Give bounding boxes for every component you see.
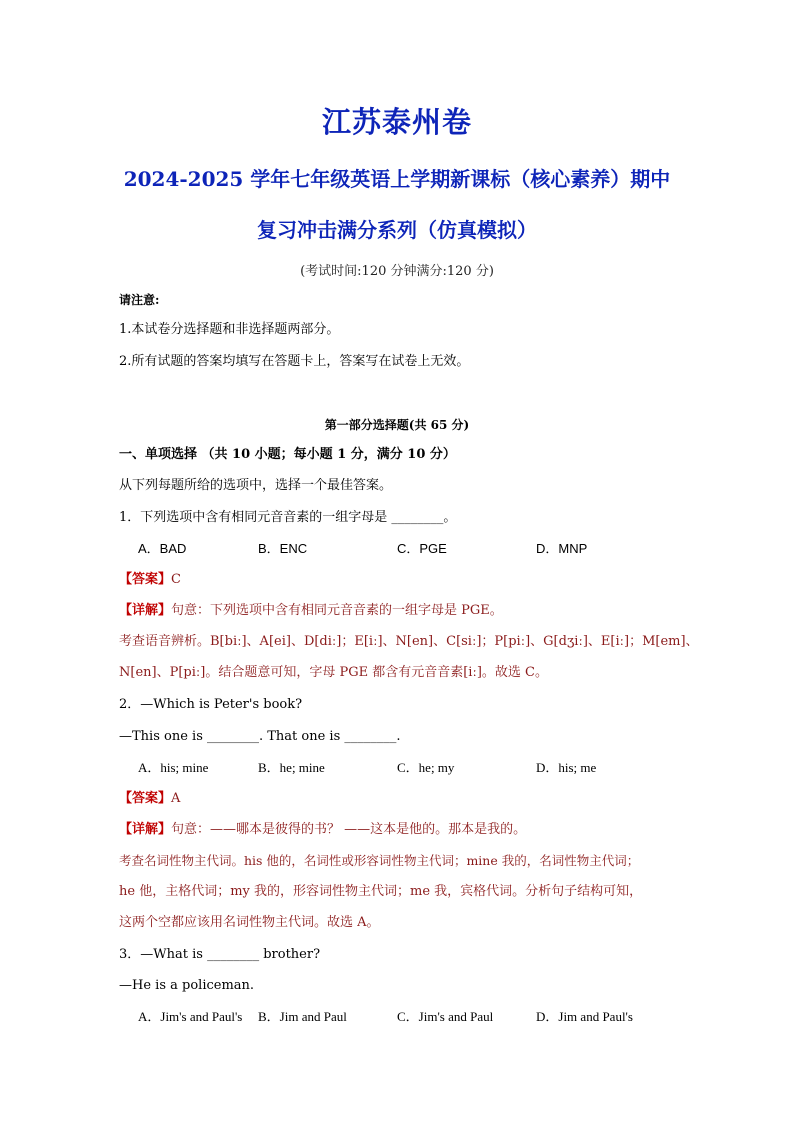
question-1-option-c: C．PGE bbox=[397, 541, 447, 556]
explain-text: 句意：——哪本是彼得的书？ ——这本是他的。那本是我的。 bbox=[171, 822, 527, 837]
part-instruction: 从下列每题所给的选项中，选择一个最佳答案。 bbox=[119, 478, 393, 493]
explain-tag: 【详解】 bbox=[119, 822, 172, 837]
question-2-stem-line-2: —This one is ________. That one is ________. bbox=[119, 729, 401, 744]
question-2-answer bbox=[119, 790, 180, 808]
question-1-answer bbox=[119, 571, 181, 589]
page-subtitle-line-1: 2024-2025 学年七年级英语上学期新课标（核心素养）期中 bbox=[123, 167, 671, 191]
answer-tag: 【答案】 bbox=[119, 572, 172, 587]
answer-tag: 【答案】 bbox=[119, 791, 172, 806]
question-2-option-d: D．his; me bbox=[536, 760, 597, 775]
explain-tag: 【详解】 bbox=[119, 603, 172, 618]
question-2-option-b: B．he; mine bbox=[258, 760, 325, 775]
question-3-stem-line-2: —He is a policeman. bbox=[119, 978, 255, 993]
notes-heading: 请注意: bbox=[119, 293, 160, 307]
question-2-stem: 2．—Which is Peter's book? bbox=[119, 697, 303, 712]
question-1-option-d: D．MNP bbox=[536, 541, 588, 556]
question-3-option-c: C．Jim's and Paul bbox=[397, 1009, 494, 1024]
question-2-explain-line-4: 这两个空都应该用名词性物主代词。故选 A。 bbox=[119, 915, 380, 930]
question-3-option-d: D．Jim and Paul's bbox=[536, 1009, 633, 1024]
question-3-option-b: B．Jim and Paul bbox=[258, 1009, 347, 1024]
question-2-explain-line-3: he 他，主格代词；my 我的，形容词性物主代词；me 我，宾格代词。分析句子结构可知， bbox=[119, 884, 643, 899]
question-3-stem: 3．—What is ________ brother? bbox=[119, 947, 321, 962]
exam-time-note: (考试时间:120 分钟满分:120 分) bbox=[300, 264, 494, 279]
question-1-option-a: A．BAD bbox=[138, 541, 187, 556]
question-1-stem: 1．下列选项中含有相同元音音素的一组字母是 ________。 bbox=[119, 510, 457, 525]
page-title: 江苏泰州卷 bbox=[321, 105, 472, 139]
question-1-explain-line-2: 考查语音辨析。B[biː]、A[ei]、D[diː]；E[iː]、N[en]、C[siː]；P[piː]、G[dʒiː]、E[iː]；M[em]、 bbox=[119, 634, 699, 649]
question-1-option-b: B．ENC bbox=[258, 541, 308, 556]
question-1-explain-line-3: N[en]、P[piː]。结合题意可知，字母 PGE 都含有元音音素[iː]。故选 C。 bbox=[119, 665, 548, 680]
explain-text: 句意：下列选项中含有相同元音音素的一组字母是 PGE。 bbox=[171, 603, 503, 618]
question-3-option-a: A．Jim's and Paul's bbox=[138, 1009, 243, 1024]
question-2-option-c: C．he; my bbox=[397, 760, 455, 775]
note-item-2: 2.所有试题的答案均填写在答题卡上，答案写在试卷上无效。 bbox=[119, 354, 470, 369]
question-2-option-a: A．his; mine bbox=[138, 760, 209, 775]
part-title: 一、单项选择 （共 10 小题；每小题 1 分，满分 10 分） bbox=[119, 447, 456, 462]
answer-value: A bbox=[171, 791, 181, 806]
page-subtitle-line-2: 复习冲击满分系列（仿真模拟） bbox=[257, 218, 537, 242]
question-2-explain bbox=[119, 821, 526, 839]
question-1-explain bbox=[119, 602, 503, 620]
note-item-1: 1.本试卷分选择题和非选择题两部分。 bbox=[119, 322, 340, 337]
question-2-explain-line-2: 考查名词性物主代词。his 他的，名词性或形容词性物主代词；mine 我的，名词性物主代词； bbox=[119, 853, 640, 868]
section-title: 第一部分选择题(共 65 分) bbox=[324, 418, 470, 432]
answer-value: C bbox=[171, 572, 181, 587]
